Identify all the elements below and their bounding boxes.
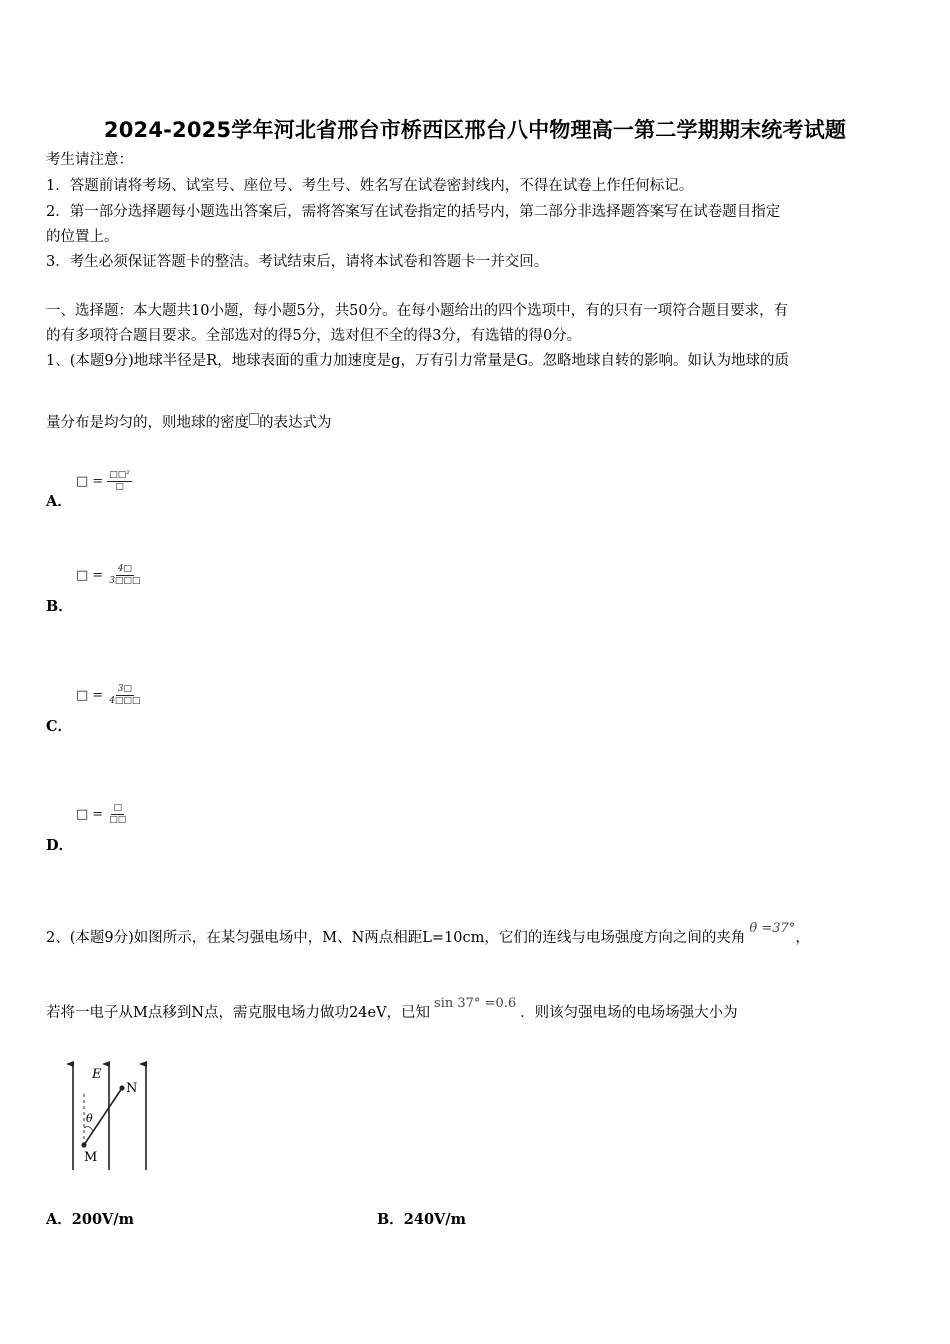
q2-stem-line1-pre: 2、(本题9分)如图所示，在某匀强电场中，M、N两点相距L=10cm，它们的连线与电场强度方向之间的夹角	[46, 930, 746, 946]
rho-placeholder-glyph	[249, 413, 259, 425]
q2-choice-b-label: B．	[377, 1211, 404, 1228]
formula-numerator: 3□	[117, 684, 132, 694]
formula-lhs: □	[76, 688, 89, 703]
q2-choice-b[interactable]	[377, 1208, 466, 1229]
q1-option-c-formula: □ = $\frac{3□}{4□□□}$	[76, 684, 141, 706]
q1-stem-line1: 1、(本题9分)地球半径是R，地球表面的重力加速度是g，万有引力常量是G。忽略地球自转的影响。如认为地球的质	[46, 353, 790, 369]
q2-choice-a-label: A．	[46, 1211, 72, 1228]
q1-stem-line2-post: 的表达式为	[259, 415, 332, 431]
q1-stem-line2	[46, 413, 332, 433]
q2-choice-a[interactable]	[46, 1208, 134, 1229]
notice-heading: 考生请注意：	[46, 152, 133, 168]
notice-item-1: 1．答题前请将考场、试室号、座位号、考生号、姓名写在试卷密封线内，不得在试卷上作任何标记。	[46, 178, 694, 194]
formula-lhs: □	[76, 807, 89, 822]
q1-option-b-label[interactable]: B．	[46, 598, 73, 615]
notice-item-2: 2．第一部分选择题每小题选出答案后，需将答案写在试卷指定的括号内，第二部分非选择题答案写在试卷题目指定	[46, 204, 781, 220]
q1-option-a-formula: □ = $\frac{\text{□□²}}{□}$	[76, 470, 130, 492]
formula-denominator: 4□□□	[109, 696, 141, 706]
formula-denominator: 3□□□	[109, 576, 141, 586]
angle-arc	[84, 1127, 93, 1131]
point-m	[81, 1142, 86, 1147]
theta-label: θ	[86, 1112, 93, 1125]
formula-numerator: 4□	[117, 564, 132, 574]
e-label: E	[92, 1067, 102, 1082]
notice-item-3: 3．考生必须保证答题卡的整洁。考试结束后，请将本试卷和答题卡一并交回。	[46, 254, 549, 270]
formula-lhs: □	[76, 474, 89, 489]
m-label: M	[84, 1150, 98, 1165]
q2-stem-line1	[46, 921, 810, 949]
q1-option-d-formula: □ = $\frac{□}{□□}$	[76, 803, 127, 825]
point-n	[119, 1085, 124, 1090]
q2-stem-line2	[46, 996, 738, 1024]
section-intro-line1: 一、选择题：本大题共10小题，每小题5分，共50分。在每小题给出的四个选项中，有的只有一项符合题目要求，有	[46, 303, 789, 319]
q2-choice-a-value: 200V/m	[71, 1211, 134, 1228]
angle-expression: θ =37°	[749, 921, 796, 936]
n-label: N	[126, 1081, 138, 1096]
section-intro-line2: 的有多项符合题目要求。全部选对的得5分，选对但不全的得3分，有选错的得0分。	[46, 328, 582, 344]
notice-item-2-cont: 的位置上。	[46, 229, 119, 245]
q1-option-c-label[interactable]: C．	[46, 718, 73, 735]
q2-stem-line2-pre: 若将一电子从M点移到N点，需克服电场力做功24eV，已知	[46, 1005, 431, 1021]
formula-lhs: □	[76, 568, 89, 583]
sin-expression: sin 37° =0.6	[434, 996, 517, 1011]
q1-stem-line2-pre: 量分布是均匀的，则地球的密度	[46, 415, 249, 431]
q2-choice-b-value: 240V/m	[403, 1211, 466, 1228]
formula-denominator: □	[115, 482, 124, 492]
formula-numerator: □□²	[109, 470, 130, 480]
formula-numerator: □	[113, 803, 122, 813]
formula-denominator: □□	[109, 815, 127, 825]
q2-stem-line2-post: ．则该匀强电场的电场场强大小为	[520, 1005, 738, 1021]
page-title: 2024-2025学年河北省邢台市桥西区邢台八中物理高一第二学期期末统考试题	[103, 118, 847, 142]
q1-option-d-label[interactable]: D．	[46, 837, 74, 854]
q2-stem-line1-post: ，	[795, 930, 810, 946]
q1-option-b-formula: □ = $\frac{4□}{3□□□}$	[76, 564, 141, 586]
q1-option-a-label[interactable]: A．	[46, 493, 72, 510]
electric-field-figure	[60, 1058, 160, 1174]
